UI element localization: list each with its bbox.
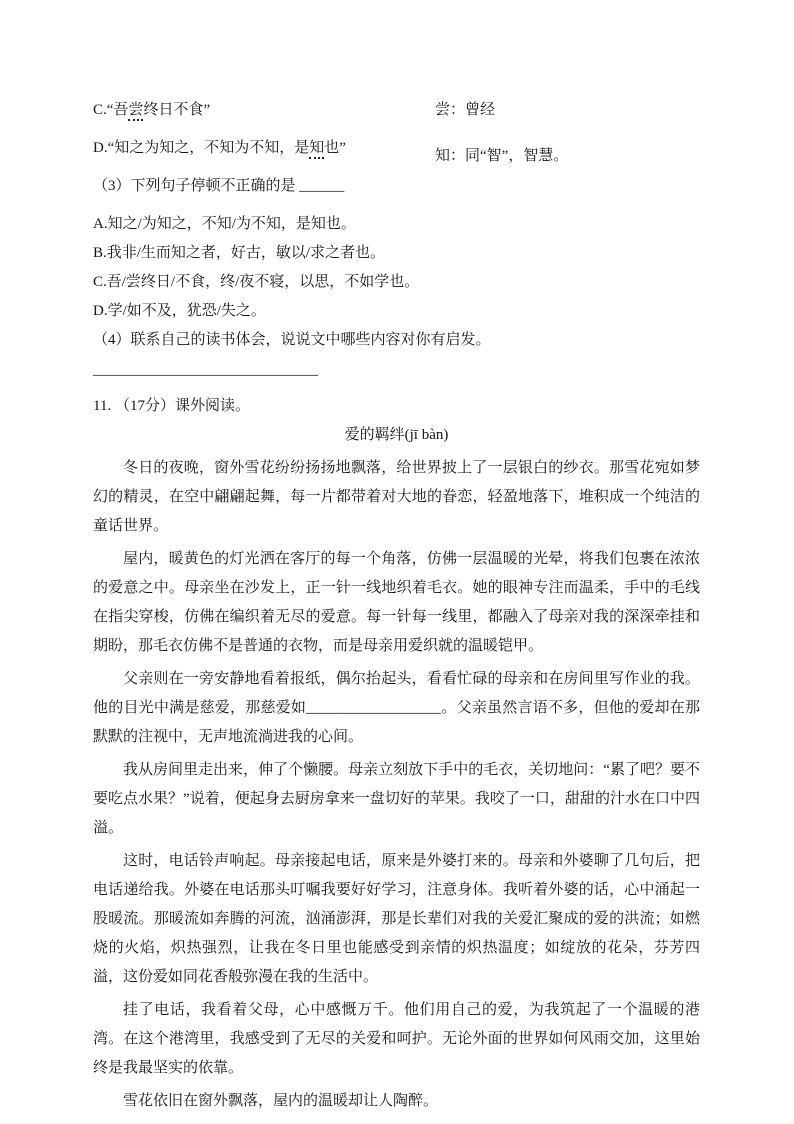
- question-3-options: [93, 210, 700, 326]
- passage-paragraph-1: 冬日的夜晚，窗外雪花纷纷扬扬地飘落，给世界披上了一层银白的纱衣。那雪花宛如梦幻的精灵，在空中翩翩起舞，每一片都带着对大地的眷恋，轻盈地落下，堆积成一个纯洁的童话世界。: [93, 460, 700, 534]
- quote-d-pre: D.“知之为知之，不知为不知，是: [93, 140, 310, 156]
- option-b: B.我非/生而知之者，好古，敏以/求之者也。: [93, 245, 386, 261]
- quote-d-text: [93, 140, 346, 159]
- margin-note-zhi: 知：同“智”，智慧。: [435, 148, 569, 164]
- reading-section-heading: 11. （17分）课外阅读。: [93, 398, 250, 414]
- margin-note-chang: 尝：曾经: [435, 102, 496, 118]
- quote-c-pre: C.“吾: [93, 102, 129, 118]
- option-c: C.吾/尝终日/不食，终/夜不寝，以思，不如学也。: [93, 274, 420, 290]
- passage-paragraph-5: 这时，电话铃声响起。母亲接起电话，原来是外婆打来的。母亲和外婆聊了几句后，把电话递给我。外婆在电话那头叮嘱我要好好学习，注意身体。我听着外婆的话，心中涌起一股暖流。那暖流如奔腾的河流，汹涌澎湃，那是长辈们对我的关爱汇聚成的爱的洪流；如燃烧的火焰，炽热强烈，让我在冬日里也能感受到亲情的炽热温度；如绽放的花朵，芬芳四溢，这份爱如同花香般弥漫在我的生活中。: [93, 853, 700, 985]
- quote-c-text: [93, 102, 210, 121]
- quote-d-emphasized-char: 知: [309, 140, 324, 159]
- question-4-answer-blank: ______________________________: [93, 362, 318, 378]
- option-a: A.知之/为知之，不知/为不知，是知也。: [93, 216, 356, 232]
- question-4: （4）联系自己的读书体会，说说文中哪些内容对你有启发。: [93, 332, 491, 348]
- reading-passage: [93, 454, 700, 1116]
- passage-paragraph-3: 父亲则在一旁安静地看着报纸，偶尔抬起头，看看忙碌的母亲和在房间里写作业的我。他的目光中满是慈爱，那慈爱如__________________。父亲虽然言语不多，但他的爱却在那默默的注视中，无声地流淌进我的心间。: [93, 671, 700, 745]
- question-3-text: （3）下列句子停顿不正确的是 ______: [93, 178, 345, 194]
- quote-row-d: [93, 134, 700, 163]
- quote-c-emphasized-char: 尝: [128, 102, 143, 121]
- question-3: [93, 172, 700, 201]
- quote-row-c: [93, 96, 700, 125]
- passage-paragraph-4: 我从房间里走出来，伸了个懒腰。母亲立刻放下手中的毛衣，关切地问：“累了吧？要不要吃点水果？”说着，便起身去厨房拿来一盘切好的苹果。我咬了一口，甜甜的汁水在口中四溢。: [93, 762, 700, 836]
- passage-title: 爱的羁绊(jī bàn): [344, 427, 449, 443]
- quote-d-post: 也”: [324, 140, 346, 156]
- option-d: D.学/如不及，犹恐/失之。: [93, 303, 266, 319]
- passage-paragraph-7: 雪花依旧在窗外飘落，屋内的温暖却让人陶醉。: [123, 1093, 439, 1109]
- passage-paragraph-6: 挂了电话，我看着父母，心中感慨万千。他们用自己的爱，为我筑起了一个温暖的港湾。在这个港湾里，我感受到了无尽的关爱和呵护。无论外面的世界如何风雨交加，这里始终是我最坚实的依靠。: [93, 1002, 700, 1076]
- quote-c-post: 终日不食”: [143, 102, 211, 118]
- passage-paragraph-2: 屋内，暖黄色的灯光洒在客厅的每一个角落，仿佛一层温暖的光晕，将我们包裹在浓浓的爱意之中。母亲坐在沙发上，正一针一线地织着毛衣。她的眼神专注而温柔，手中的毛线在指尖穿梭，仿佛在编织着无尽的爱意。每一针每一线里，都融入了母亲对我的深深牵挂和期盼，那毛衣仿佛不是普通的衣物，而是母亲用爱织就的温暖铠甲。: [93, 551, 700, 654]
